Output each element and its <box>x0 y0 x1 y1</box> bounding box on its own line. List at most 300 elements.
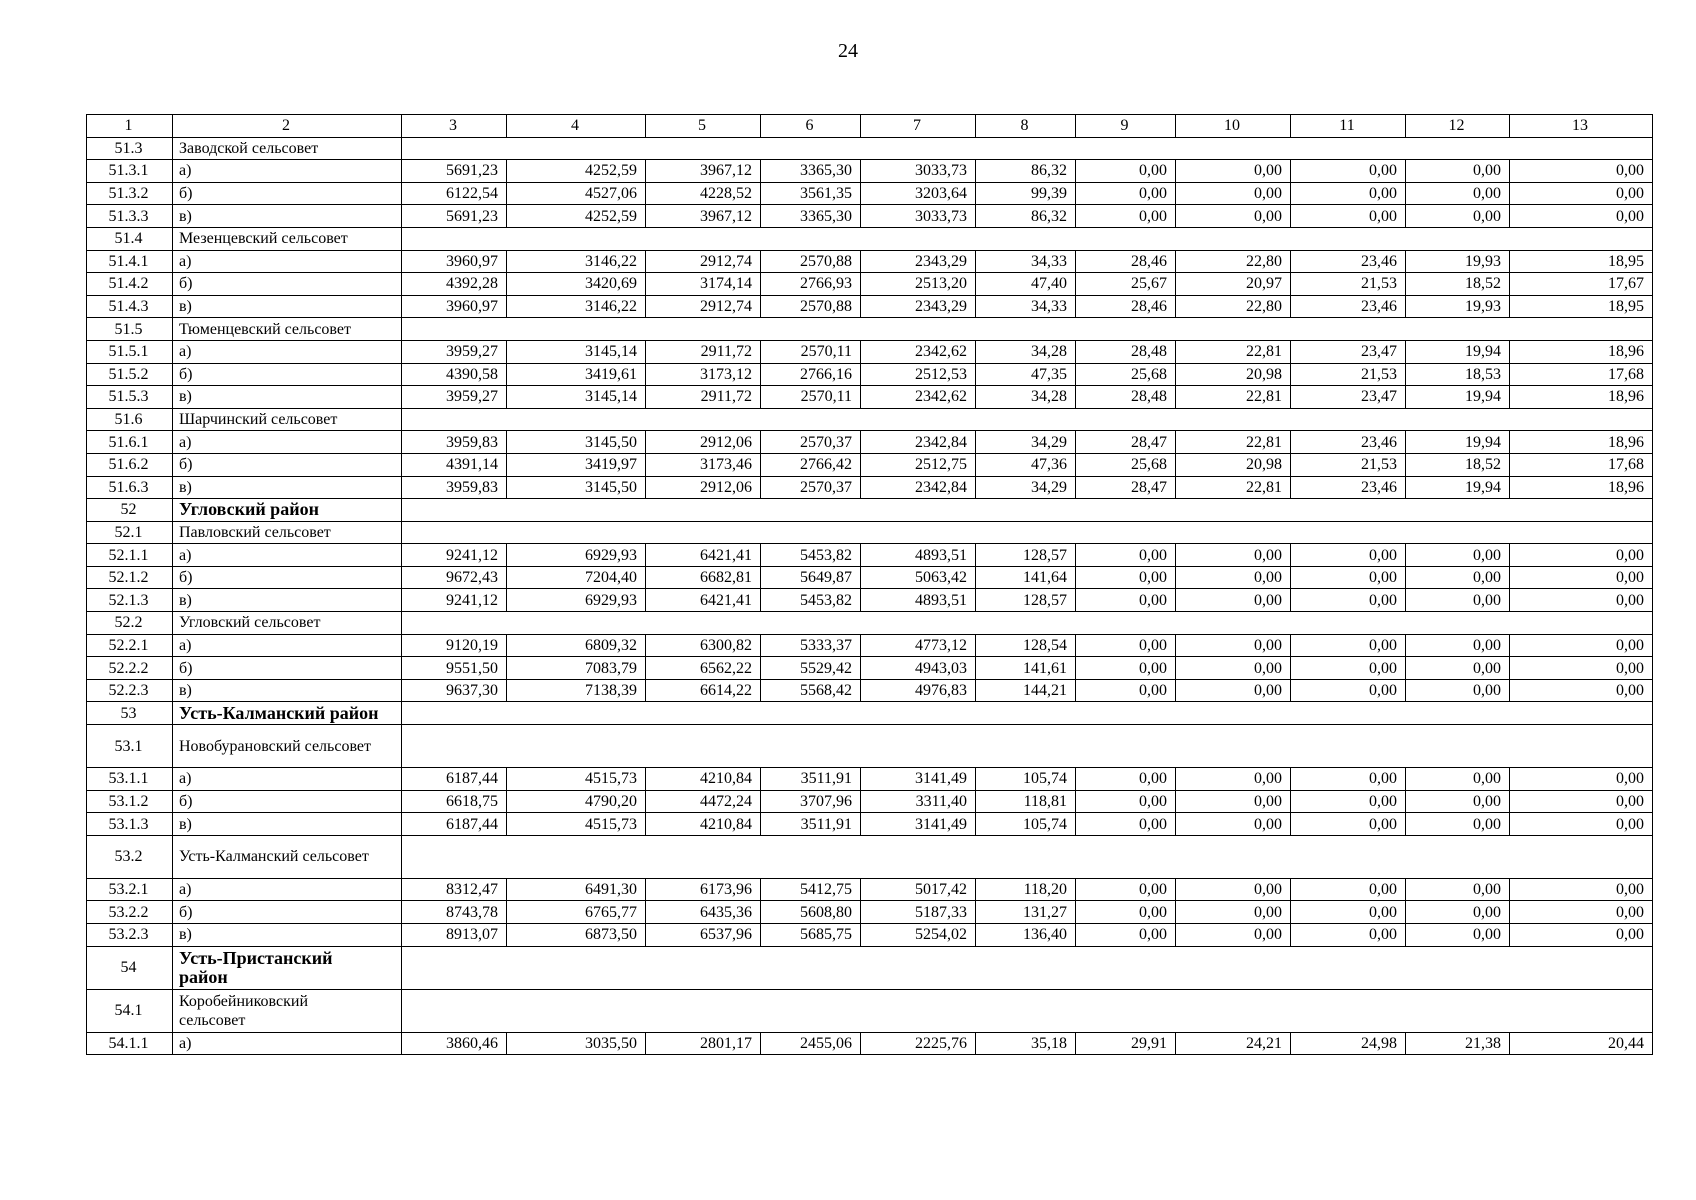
value-cell: 0,00 <box>1406 813 1510 836</box>
header-cell: 8 <box>976 115 1076 138</box>
settlement-name: Павловский сельсовет <box>173 521 402 544</box>
empty-span-cell <box>402 835 1653 878</box>
value-cell: 20,98 <box>1176 363 1291 386</box>
table-row <box>87 544 1653 567</box>
district-code: 53 <box>87 702 173 725</box>
value-cell: 4790,20 <box>507 790 646 813</box>
value-cell: 0,00 <box>1406 924 1510 947</box>
row-code: 51.6.1 <box>87 431 173 454</box>
settlement-row <box>87 227 1653 250</box>
value-cell: 9120,19 <box>402 634 507 657</box>
empty-span-cell <box>402 227 1653 250</box>
value-cell: 6187,44 <box>402 813 507 836</box>
table-row <box>87 340 1653 363</box>
table-row <box>87 431 1653 454</box>
value-cell: 5568,42 <box>761 679 861 702</box>
value-cell: 47,35 <box>976 363 1076 386</box>
value-cell: 0,00 <box>1291 768 1406 791</box>
value-cell: 3967,12 <box>646 205 761 228</box>
settlement-name: Шарчинский сельсовет <box>173 408 402 431</box>
value-cell: 3959,83 <box>402 431 507 454</box>
value-cell: 20,44 <box>1510 1032 1653 1055</box>
header-cell: 2 <box>173 115 402 138</box>
value-cell: 29,91 <box>1076 1032 1176 1055</box>
row-label: в) <box>173 295 402 318</box>
value-cell: 0,00 <box>1291 657 1406 680</box>
value-cell: 34,28 <box>976 386 1076 409</box>
row-label: в) <box>173 679 402 702</box>
district-code: 54 <box>87 946 173 989</box>
value-cell: 25,68 <box>1076 363 1176 386</box>
value-cell: 3959,27 <box>402 340 507 363</box>
value-cell: 19,94 <box>1406 340 1510 363</box>
value-cell: 2912,74 <box>646 250 761 273</box>
value-cell: 5333,37 <box>761 634 861 657</box>
value-cell: 0,00 <box>1510 544 1653 567</box>
value-cell: 2766,93 <box>761 273 861 296</box>
settlement-row <box>87 408 1653 431</box>
value-cell: 18,52 <box>1406 453 1510 476</box>
value-cell: 0,00 <box>1406 657 1510 680</box>
value-cell: 0,00 <box>1076 878 1176 901</box>
district-name: Усть-Пристанский район <box>173 946 402 989</box>
row-code: 52.2.3 <box>87 679 173 702</box>
empty-span-cell <box>402 725 1653 768</box>
row-code: 51.5.2 <box>87 363 173 386</box>
value-cell: 0,00 <box>1176 679 1291 702</box>
value-cell: 2570,37 <box>761 476 861 499</box>
value-cell: 2766,42 <box>761 453 861 476</box>
value-cell: 6929,93 <box>507 544 646 567</box>
value-cell: 34,33 <box>976 250 1076 273</box>
table-row <box>87 250 1653 273</box>
value-cell: 6187,44 <box>402 768 507 791</box>
value-cell: 0,00 <box>1176 160 1291 183</box>
value-cell: 0,00 <box>1291 589 1406 612</box>
value-cell: 3203,64 <box>861 182 976 205</box>
value-cell: 4210,84 <box>646 813 761 836</box>
value-cell: 18,96 <box>1510 431 1653 454</box>
value-cell: 28,47 <box>1076 431 1176 454</box>
row-label: в) <box>173 386 402 409</box>
value-cell: 6682,81 <box>646 566 761 589</box>
value-cell: 21,38 <box>1406 1032 1510 1055</box>
table-row <box>87 160 1653 183</box>
value-cell: 0,00 <box>1291 205 1406 228</box>
empty-span-cell <box>402 137 1653 160</box>
value-cell: 5254,02 <box>861 924 976 947</box>
value-cell: 3141,49 <box>861 813 976 836</box>
settlement-code: 52.1 <box>87 521 173 544</box>
settlement-code: 53.1 <box>87 725 173 768</box>
row-label: б) <box>173 566 402 589</box>
value-cell: 5017,42 <box>861 878 976 901</box>
row-code: 51.3.1 <box>87 160 173 183</box>
district-name: Усть-Калманский район <box>173 702 402 725</box>
value-cell: 22,81 <box>1176 386 1291 409</box>
value-cell: 3035,50 <box>507 1032 646 1055</box>
value-cell: 6435,36 <box>646 901 761 924</box>
empty-span-cell <box>402 408 1653 431</box>
value-cell: 0,00 <box>1076 768 1176 791</box>
value-cell: 86,32 <box>976 160 1076 183</box>
row-label: б) <box>173 453 402 476</box>
row-code: 51.4.3 <box>87 295 173 318</box>
value-cell: 2570,88 <box>761 250 861 273</box>
value-cell: 18,96 <box>1510 340 1653 363</box>
value-cell: 2513,20 <box>861 273 976 296</box>
value-cell: 0,00 <box>1291 566 1406 589</box>
district-row <box>87 946 1653 989</box>
value-cell: 4210,84 <box>646 768 761 791</box>
value-cell: 3145,14 <box>507 340 646 363</box>
row-code: 52.2.2 <box>87 657 173 680</box>
value-cell: 18,52 <box>1406 273 1510 296</box>
table-header-row <box>87 115 1653 138</box>
table-row <box>87 679 1653 702</box>
value-cell: 22,80 <box>1176 295 1291 318</box>
value-cell: 0,00 <box>1176 790 1291 813</box>
settlement-code: 51.3 <box>87 137 173 160</box>
value-cell: 3365,30 <box>761 160 861 183</box>
value-cell: 0,00 <box>1510 160 1653 183</box>
row-code: 51.3.2 <box>87 182 173 205</box>
value-cell: 0,00 <box>1291 182 1406 205</box>
value-cell: 0,00 <box>1176 901 1291 924</box>
value-cell: 8913,07 <box>402 924 507 947</box>
value-cell: 0,00 <box>1291 924 1406 947</box>
value-cell: 0,00 <box>1510 589 1653 612</box>
value-cell: 19,93 <box>1406 295 1510 318</box>
settlement-code: 52.2 <box>87 612 173 635</box>
district-name: Угловский район <box>173 499 402 522</box>
header-cell: 10 <box>1176 115 1291 138</box>
value-cell: 0,00 <box>1291 634 1406 657</box>
row-code: 51.4.2 <box>87 273 173 296</box>
value-cell: 25,67 <box>1076 273 1176 296</box>
row-label: в) <box>173 476 402 499</box>
value-cell: 0,00 <box>1406 160 1510 183</box>
value-cell: 6929,93 <box>507 589 646 612</box>
value-cell: 17,67 <box>1510 273 1653 296</box>
value-cell: 5608,80 <box>761 901 861 924</box>
value-cell: 0,00 <box>1076 160 1176 183</box>
row-code: 53.2.2 <box>87 901 173 924</box>
value-cell: 5453,82 <box>761 544 861 567</box>
value-cell: 5063,42 <box>861 566 976 589</box>
value-cell: 2912,06 <box>646 431 761 454</box>
value-cell: 47,36 <box>976 453 1076 476</box>
value-cell: 4252,59 <box>507 205 646 228</box>
value-cell: 23,47 <box>1291 340 1406 363</box>
value-cell: 3145,50 <box>507 476 646 499</box>
value-cell: 19,94 <box>1406 476 1510 499</box>
value-cell: 4976,83 <box>861 679 976 702</box>
value-cell: 6537,96 <box>646 924 761 947</box>
row-label: в) <box>173 205 402 228</box>
value-cell: 0,00 <box>1510 878 1653 901</box>
value-cell: 23,46 <box>1291 295 1406 318</box>
value-cell: 3511,91 <box>761 813 861 836</box>
value-cell: 4893,51 <box>861 544 976 567</box>
value-cell: 4390,58 <box>402 363 507 386</box>
settlement-row <box>87 521 1653 544</box>
value-cell: 6421,41 <box>646 589 761 612</box>
value-cell: 21,53 <box>1291 453 1406 476</box>
value-cell: 4773,12 <box>861 634 976 657</box>
value-cell: 0,00 <box>1076 182 1176 205</box>
value-cell: 0,00 <box>1176 566 1291 589</box>
value-cell: 0,00 <box>1076 589 1176 612</box>
empty-span-cell <box>402 989 1653 1032</box>
settlement-code: 51.6 <box>87 408 173 431</box>
settlement-name: Усть-Калманский сельсовет <box>173 835 402 878</box>
value-cell: 23,47 <box>1291 386 1406 409</box>
value-cell: 3419,97 <box>507 453 646 476</box>
value-cell: 0,00 <box>1176 544 1291 567</box>
value-cell: 128,57 <box>976 589 1076 612</box>
value-cell: 22,81 <box>1176 340 1291 363</box>
value-cell: 28,48 <box>1076 386 1176 409</box>
value-cell: 4515,73 <box>507 813 646 836</box>
value-cell: 3419,61 <box>507 363 646 386</box>
value-cell: 0,00 <box>1406 205 1510 228</box>
settlement-row <box>87 612 1653 635</box>
row-code: 51.3.3 <box>87 205 173 228</box>
value-cell: 9241,12 <box>402 589 507 612</box>
header-cell: 3 <box>402 115 507 138</box>
header-cell: 6 <box>761 115 861 138</box>
value-cell: 0,00 <box>1076 657 1176 680</box>
value-cell: 3511,91 <box>761 768 861 791</box>
settlement-name: Угловский сельсовет <box>173 612 402 635</box>
row-label: в) <box>173 924 402 947</box>
value-cell: 20,97 <box>1176 273 1291 296</box>
value-cell: 21,53 <box>1291 273 1406 296</box>
tariff-table <box>86 114 1653 1055</box>
value-cell: 3960,97 <box>402 250 507 273</box>
value-cell: 2225,76 <box>861 1032 976 1055</box>
value-cell: 128,57 <box>976 544 1076 567</box>
value-cell: 0,00 <box>1076 813 1176 836</box>
value-cell: 2342,62 <box>861 340 976 363</box>
value-cell: 2343,29 <box>861 295 976 318</box>
value-cell: 0,00 <box>1176 878 1291 901</box>
settlement-name: Новобурановский сельсовет <box>173 725 402 768</box>
value-cell: 4472,24 <box>646 790 761 813</box>
settlement-row <box>87 835 1653 878</box>
value-cell: 28,48 <box>1076 340 1176 363</box>
table-row <box>87 901 1653 924</box>
table-row <box>87 205 1653 228</box>
value-cell: 0,00 <box>1291 901 1406 924</box>
settlement-row <box>87 137 1653 160</box>
table-row <box>87 657 1653 680</box>
row-label: в) <box>173 813 402 836</box>
header-cell: 4 <box>507 115 646 138</box>
row-label: б) <box>173 901 402 924</box>
row-code: 53.2.3 <box>87 924 173 947</box>
value-cell: 0,00 <box>1291 790 1406 813</box>
value-cell: 7138,39 <box>507 679 646 702</box>
empty-span-cell <box>402 612 1653 635</box>
value-cell: 4515,73 <box>507 768 646 791</box>
settlement-row <box>87 318 1653 341</box>
value-cell: 19,94 <box>1406 431 1510 454</box>
value-cell: 7083,79 <box>507 657 646 680</box>
value-cell: 0,00 <box>1510 679 1653 702</box>
district-code: 52 <box>87 499 173 522</box>
value-cell: 23,46 <box>1291 250 1406 273</box>
value-cell: 0,00 <box>1510 182 1653 205</box>
value-cell: 4228,52 <box>646 182 761 205</box>
value-cell: 2766,16 <box>761 363 861 386</box>
value-cell: 0,00 <box>1076 901 1176 924</box>
value-cell: 105,74 <box>976 813 1076 836</box>
value-cell: 18,95 <box>1510 250 1653 273</box>
value-cell: 0,00 <box>1510 657 1653 680</box>
settlement-name: Мезенцевский сельсовет <box>173 227 402 250</box>
value-cell: 28,47 <box>1076 476 1176 499</box>
value-cell: 8312,47 <box>402 878 507 901</box>
value-cell: 7204,40 <box>507 566 646 589</box>
header-cell: 7 <box>861 115 976 138</box>
value-cell: 6173,96 <box>646 878 761 901</box>
header-cell: 1 <box>87 115 173 138</box>
value-cell: 3561,35 <box>761 182 861 205</box>
value-cell: 6809,32 <box>507 634 646 657</box>
value-cell: 0,00 <box>1510 205 1653 228</box>
value-cell: 47,40 <box>976 273 1076 296</box>
empty-span-cell <box>402 521 1653 544</box>
row-code: 52.1.2 <box>87 566 173 589</box>
value-cell: 128,54 <box>976 634 1076 657</box>
settlement-name: Коробейниковский сельсовет <box>173 989 402 1032</box>
value-cell: 3146,22 <box>507 250 646 273</box>
value-cell: 35,18 <box>976 1032 1076 1055</box>
value-cell: 4252,59 <box>507 160 646 183</box>
header-cell: 12 <box>1406 115 1510 138</box>
value-cell: 4893,51 <box>861 589 976 612</box>
value-cell: 3033,73 <box>861 160 976 183</box>
value-cell: 2512,53 <box>861 363 976 386</box>
value-cell: 2912,06 <box>646 476 761 499</box>
value-cell: 141,61 <box>976 657 1076 680</box>
value-cell: 2570,11 <box>761 386 861 409</box>
value-cell: 6421,41 <box>646 544 761 567</box>
value-cell: 22,81 <box>1176 476 1291 499</box>
value-cell: 4391,14 <box>402 453 507 476</box>
value-cell: 17,68 <box>1510 363 1653 386</box>
row-label: а) <box>173 634 402 657</box>
value-cell: 8743,78 <box>402 901 507 924</box>
row-code: 51.4.1 <box>87 250 173 273</box>
empty-span-cell <box>402 318 1653 341</box>
value-cell: 0,00 <box>1510 924 1653 947</box>
value-cell: 2455,06 <box>761 1032 861 1055</box>
value-cell: 23,46 <box>1291 431 1406 454</box>
row-label: б) <box>173 363 402 386</box>
value-cell: 0,00 <box>1406 566 1510 589</box>
settlement-code: 51.4 <box>87 227 173 250</box>
value-cell: 136,40 <box>976 924 1076 947</box>
value-cell: 4392,28 <box>402 273 507 296</box>
row-label: а) <box>173 544 402 567</box>
value-cell: 22,81 <box>1176 431 1291 454</box>
value-cell: 5529,42 <box>761 657 861 680</box>
row-label: б) <box>173 657 402 680</box>
value-cell: 0,00 <box>1176 768 1291 791</box>
value-cell: 17,68 <box>1510 453 1653 476</box>
value-cell: 19,94 <box>1406 386 1510 409</box>
value-cell: 5691,23 <box>402 205 507 228</box>
value-cell: 2912,74 <box>646 295 761 318</box>
page-number: 24 <box>838 40 858 62</box>
row-code: 51.6.2 <box>87 453 173 476</box>
value-cell: 0,00 <box>1406 790 1510 813</box>
value-cell: 23,46 <box>1291 476 1406 499</box>
value-cell: 6618,75 <box>402 790 507 813</box>
settlement-code: 51.5 <box>87 318 173 341</box>
value-cell: 18,53 <box>1406 363 1510 386</box>
settlement-code: 53.2 <box>87 835 173 878</box>
value-cell: 2570,11 <box>761 340 861 363</box>
value-cell: 34,29 <box>976 476 1076 499</box>
value-cell: 28,46 <box>1076 250 1176 273</box>
value-cell: 3311,40 <box>861 790 976 813</box>
value-cell: 118,81 <box>976 790 1076 813</box>
table-body <box>87 115 1653 1055</box>
row-code: 51.6.3 <box>87 476 173 499</box>
value-cell: 3365,30 <box>761 205 861 228</box>
value-cell: 3173,12 <box>646 363 761 386</box>
value-cell: 0,00 <box>1406 679 1510 702</box>
value-cell: 34,28 <box>976 340 1076 363</box>
empty-span-cell <box>402 946 1653 989</box>
value-cell: 34,29 <box>976 431 1076 454</box>
value-cell: 24,98 <box>1291 1032 1406 1055</box>
value-cell: 0,00 <box>1406 182 1510 205</box>
value-cell: 0,00 <box>1291 813 1406 836</box>
value-cell: 0,00 <box>1176 182 1291 205</box>
value-cell: 144,21 <box>976 679 1076 702</box>
value-cell: 0,00 <box>1176 205 1291 228</box>
row-code: 52.2.1 <box>87 634 173 657</box>
table-row <box>87 790 1653 813</box>
value-cell: 3174,14 <box>646 273 761 296</box>
value-cell: 0,00 <box>1406 544 1510 567</box>
table-row <box>87 273 1653 296</box>
table-row <box>87 924 1653 947</box>
value-cell: 5453,82 <box>761 589 861 612</box>
value-cell: 4527,06 <box>507 182 646 205</box>
value-cell: 9551,50 <box>402 657 507 680</box>
value-cell: 3173,46 <box>646 453 761 476</box>
value-cell: 3141,49 <box>861 768 976 791</box>
district-row <box>87 702 1653 725</box>
table-row <box>87 589 1653 612</box>
value-cell: 0,00 <box>1291 160 1406 183</box>
value-cell: 18,96 <box>1510 386 1653 409</box>
row-label: б) <box>173 182 402 205</box>
value-cell: 9672,43 <box>402 566 507 589</box>
value-cell: 5187,33 <box>861 901 976 924</box>
table-row <box>87 476 1653 499</box>
row-label: а) <box>173 768 402 791</box>
value-cell: 24,21 <box>1176 1032 1291 1055</box>
value-cell: 3960,97 <box>402 295 507 318</box>
value-cell: 25,68 <box>1076 453 1176 476</box>
